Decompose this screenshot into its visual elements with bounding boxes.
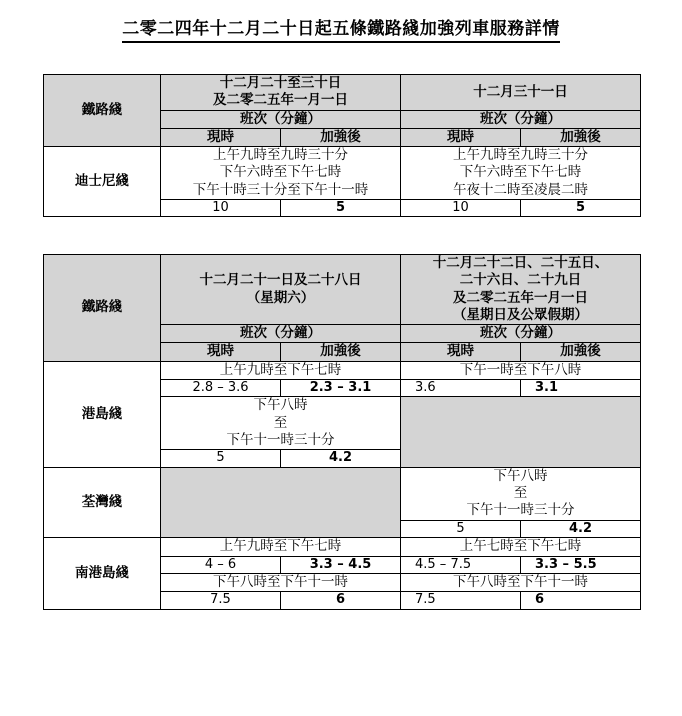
table2-group-a-date-line1: 十二月二十一日及二十八日 [199,272,362,289]
table1-group-a-enhanced-label: 加強後 [281,128,401,146]
period-line-2: 下午六時至下午七時 [219,164,342,181]
table1-group-a-frequency-label: 班次（分鐘） [161,110,401,128]
south-island-line-group-b-period-2: 下午八時至下午十一時 [401,574,641,592]
tsuen-wan-line-group-b-current: 5 [401,520,521,538]
page-title-container [0,18,682,43]
island-line-group-a-enhanced-1: 2.3 – 3.1 [281,379,401,397]
period-line-3: 午夜十二時至凌晨二時 [453,181,588,198]
south-island-line-group-a-enhanced-2: 6 [281,592,401,610]
table2-group-b-date-line2: 二十六日、二十九日 [459,272,582,289]
island-line-group-a-current-2: 5 [161,450,281,468]
table2-group-a-frequency-label: 班次（分鐘） [161,325,401,343]
island-line-group-b-enhanced-1: 3.1 [521,379,641,397]
south-island-line-group-a-current-1: 4 – 6 [161,556,281,574]
island-line-group-b-period-1: 下午一時至下午八時 [401,361,641,379]
table2-group-a-date [161,255,401,325]
table1-group-b-frequency-label: 班次（分鐘） [401,110,641,128]
table2-group-b-date [401,255,641,325]
south-island-line-group-b-enhanced-1: 3.3 – 5.5 [521,556,641,574]
table1-row-group-a-enhanced: 5 [281,199,401,217]
period-line-3: 下午十一時三十分 [466,502,575,519]
tsuen-wan-line-group-b-enhanced: 4.2 [521,520,641,538]
period-line-1: 上午九時至九時三十分 [213,147,348,164]
table2-group-b-current-label: 現時 [401,343,521,361]
table1-group-a-date-line2: 及二零二五年一月一日 [213,92,348,109]
table1-group-b-current-label: 現時 [401,128,521,146]
period-line-3: 下午十一時三十分 [226,432,335,449]
table2-header-dates-row [44,255,641,325]
schedule-table-1 [43,74,641,217]
table-row [44,538,641,556]
island-line-name: 港島綫 [44,361,161,467]
tsuen-wan-line-group-a-empty [161,467,401,537]
south-island-line-name: 南港島綫 [44,538,161,610]
table1-group-a-date-line1: 十二月二十至三十日 [219,75,342,91]
table1-group-b-enhanced-label: 加強後 [521,128,641,146]
period-line-1: 下午八時 [253,397,308,414]
table2-group-b-date-line1: 十二月二十二日、二十五日、 [432,255,609,271]
island-line-group-a-period-1: 上午九時至下午七時 [161,361,401,379]
table-row [44,467,641,520]
table1-row-group-b-periods [401,147,641,200]
table1-line-header: 鐵路綫 [44,75,161,147]
period-line-2: 至 [273,414,288,431]
table1-row-group-b-current: 10 [401,199,521,217]
page-title: 二零二四年十二月二十日起五條鐵路綫加強列車服務詳情 [122,18,560,43]
south-island-line-group-b-period-1: 上午七時至下午七時 [401,538,641,556]
table1-row-line-name: 迪士尼綫 [44,147,161,217]
south-island-line-group-a-period-1: 上午九時至下午七時 [161,538,401,556]
table2-group-b-date-line3: 及二零二五年一月一日 [453,289,588,306]
south-island-line-group-a-enhanced-1: 3.3 – 4.5 [281,556,401,574]
table1-row-group-b-enhanced: 5 [521,199,641,217]
table1-row-group-a-periods [161,147,401,200]
table1-group-a-date [161,75,401,111]
south-island-line-group-a-current-2: 7.5 [161,592,281,610]
schedule-table-2 [43,254,641,610]
period-line-2: 下午六時至下午七時 [459,164,582,181]
island-line-group-b-current-1: 3.6 [401,379,521,397]
island-line-group-b-empty [401,397,641,467]
tsuen-wan-line-name: 荃灣綫 [44,467,161,537]
table2-group-a-current-label: 現時 [161,343,281,361]
table2-group-b-date-line4: （星期日及公眾假期） [453,306,588,323]
island-line-group-a-enhanced-2: 4.2 [281,450,401,468]
island-line-group-a-period-2 [161,397,401,450]
table1-group-b-date: 十二月三十一日 [401,75,641,111]
table2-group-a-date-line2: （星期六） [246,289,315,306]
table-row [44,361,641,379]
table2-line-header: 鐵路綫 [44,255,161,362]
table2-group-b-enhanced-label: 加強後 [521,343,641,361]
island-line-group-a-current-1: 2.8 – 3.6 [161,379,281,397]
period-line-1: 上午九時至九時三十分 [453,147,588,164]
south-island-line-group-a-period-2: 下午八時至下午十一時 [161,574,401,592]
period-line-1: 下午八時 [493,467,548,484]
south-island-line-group-b-enhanced-2: 6 [521,592,641,610]
period-line-2: 至 [513,485,528,502]
south-island-line-group-b-current-2: 7.5 [401,592,521,610]
table1-header-dates-row [44,75,641,111]
table1-group-a-current-label: 現時 [161,128,281,146]
south-island-line-group-b-current-1: 4.5 – 7.5 [401,556,521,574]
tsuen-wan-line-group-b-period [401,467,641,520]
table2-group-b-frequency-label: 班次（分鐘） [401,325,641,343]
period-line-3: 下午十時三十分至下午十一時 [192,181,369,198]
table2-group-a-enhanced-label: 加強後 [281,343,401,361]
table-row [44,147,641,200]
table1-row-group-a-current: 10 [161,199,281,217]
